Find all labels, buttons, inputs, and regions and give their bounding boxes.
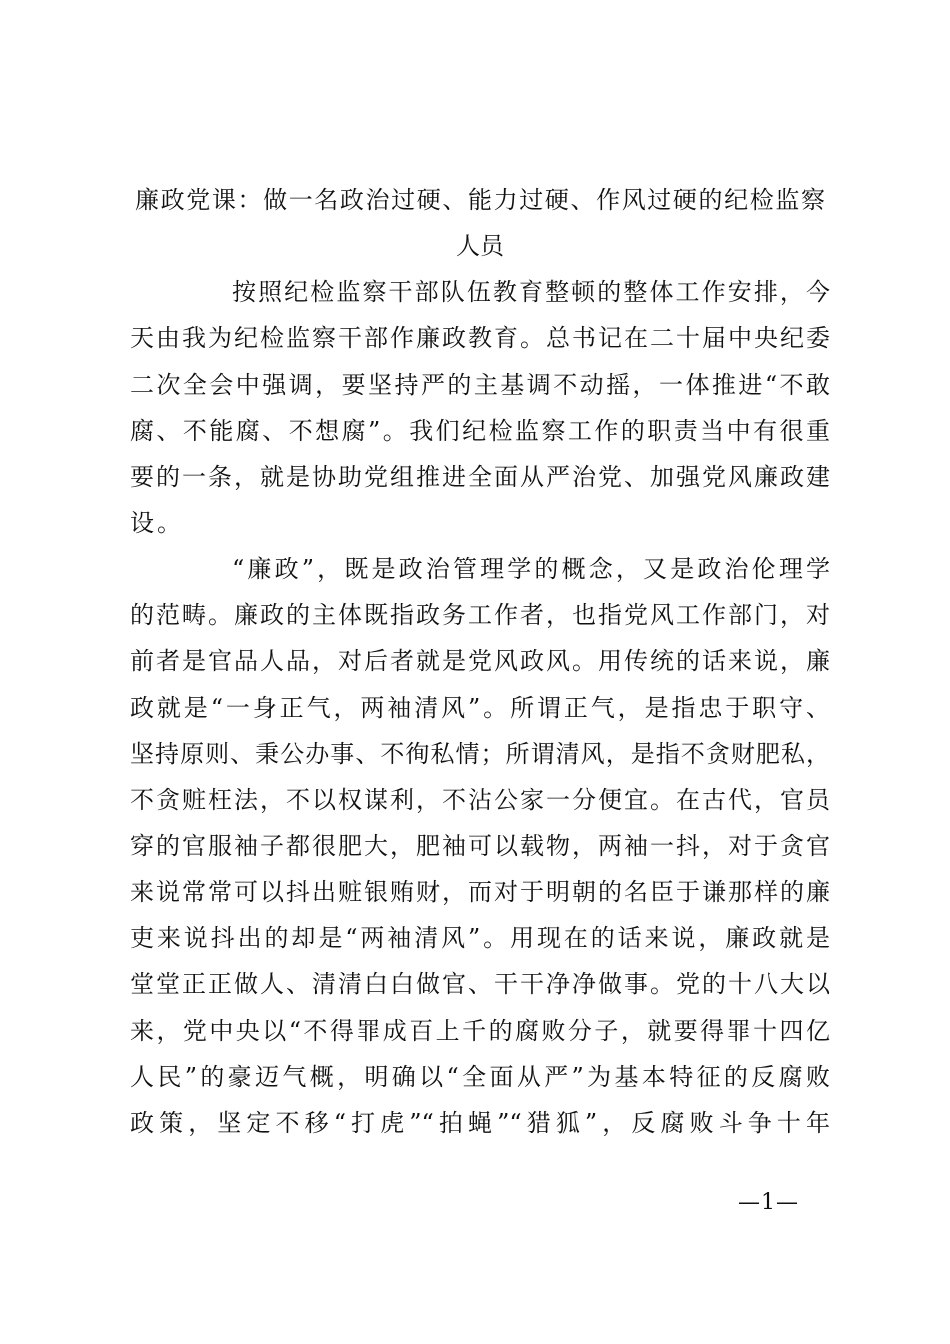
paragraph-line: 按照纪检监察干部队伍教育整顿的整体工作安排，今 — [232, 278, 830, 307]
paragraph-line: 人民”的豪迈气概，明确以“全面从严”为基本特征的反腐败 — [130, 1062, 830, 1091]
paragraph-line: “廉政”，既是政治管理学的概念，又是政治伦理学 — [232, 555, 830, 584]
document-title-line-1: 廉政党课：做一名政治过硬、能力过硬、作风过硬的纪检监察 — [135, 186, 825, 214]
paragraph — [130, 546, 830, 1146]
paragraph-line: 坚持原则、秉公办事、不徇私情；所谓清风，是指不贪财肥私， — [130, 739, 830, 768]
paragraph-line: 天由我为纪检监察干部作廉政教育。总书记在二十届中央纪委 — [130, 324, 830, 353]
paragraph-line: 的范畴。廉政的主体既指政务工作者，也指党风工作部门，对 — [130, 601, 830, 630]
document-title-line-2: 人员 — [456, 232, 504, 261]
paragraph-line: 不贪赃枉法，不以权谋利，不沾公家一分便宜。在古代，官员 — [130, 785, 830, 814]
paragraph-line: 来，党中央以“不得罪成百上千的腐败分子，就要得罪十四亿 — [130, 1016, 830, 1045]
paragraph-line: 要的一条，就是协助党组推进全面从严治党、加强党风廉政建 — [130, 462, 830, 491]
paragraph-line: 来说常常可以抖出赃银贿财，而对于明朝的名臣于谦那样的廉 — [130, 878, 830, 907]
paragraph — [130, 269, 830, 546]
paragraph-line: 穿的官服袖子都很肥大，肥袖可以载物，两袖一抖，对于贪官 — [130, 831, 830, 860]
paragraph-line: 腐、不能腐、不想腐”。我们纪检监察工作的职责当中有很重 — [130, 416, 830, 445]
paragraph-line: 吏来说抖出的却是“两袖清风”。用现在的话来说，廉政就是 — [130, 924, 830, 953]
paragraph-line: 堂堂正正做人、清清白白做官、干干净净做事。党的十八大以 — [130, 970, 830, 999]
paragraph-line: 二次全会中强调，要坚持严的主基调不动摇，一体推进“不敢 — [130, 370, 830, 399]
paragraphs — [130, 269, 830, 1146]
paragraph-line: 设。 — [130, 508, 184, 537]
paragraph-line: 前者是官品人品，对后者就是党风政风。用传统的话来说，廉 — [130, 647, 830, 676]
page-number: —1— — [738, 1190, 799, 1215]
paragraph-line: 政就是“一身正气，两袖清风”。所谓正气，是指忠于职守、 — [130, 693, 830, 722]
document-body — [130, 177, 830, 1146]
paragraph-line: 政策，坚定不移“打虎”“拍蝇”“猎狐”，反腐败斗争十年 — [130, 1108, 830, 1137]
